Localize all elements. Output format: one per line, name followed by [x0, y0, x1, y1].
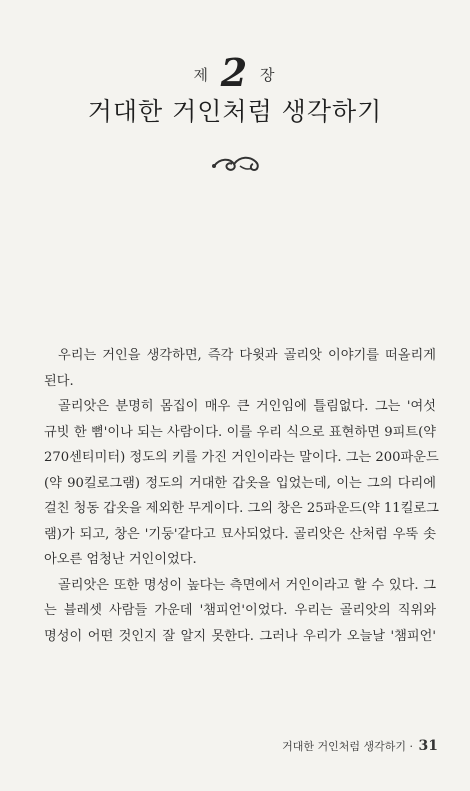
chapter-prefix: 제: [193, 66, 210, 84]
running-title: 거대한 거인처럼 생각하기 ·: [282, 740, 414, 753]
body-line: 아오른 엄청난 거인이었다.: [44, 552, 197, 567]
body-line: 명성이 어떤 것인지 잘 알지 못한다. 그러나 우리가 오늘날 '챔피언': [44, 628, 436, 644]
body-line: 270센티미터) 정도의 키를 가진 거인이라는 말이다. 그는 200파운드: [44, 450, 439, 465]
chapter-label: [0, 50, 470, 95]
body-line: 된다.: [44, 373, 74, 389]
page-number: 31: [418, 738, 438, 754]
body-line: 골리앗은 분명히 몸집이 매우 큰 거인임에 틀림없다. 그는 '여섯: [58, 399, 436, 414]
body-line: 우리는 거인을 생각하면, 즉각 다윗과 골리앗 이야기를 떠올리게: [58, 348, 436, 363]
body-line: (약 90킬로그램) 정도의 거대한 갑옷을 입었는데, 이는 그의 다리에: [44, 475, 436, 491]
body-line: 규빗 한 뼘'이나 되는 사람이다. 이를 우리 식으로 표현하면 9피트(약: [44, 424, 436, 440]
body-line: 램)가 되고, 창은 '기둥'같다고 묘사되었다. 골리앗은 산처럼 우뚝 솟: [44, 526, 436, 542]
chapter-suffix: 장: [260, 66, 277, 84]
chapter-number: 2: [220, 50, 250, 95]
body-line: 골리앗은 또한 명성이 높다는 측면에서 거인이라고 할 수 있다. 그: [58, 577, 436, 593]
chapter-title: 거대한 거인처럼 생각하기: [87, 97, 383, 126]
body-line: 는 블레셋 사람들 가운데 '챔피언'이었다. 우리는 골리앗의 직위와: [44, 603, 436, 618]
page-footer: [282, 738, 438, 754]
swirl-ornament-icon: [210, 150, 262, 176]
body-line: 걸친 청동 갑옷을 제외한 무게이다. 그의 창은 25파운드(약 11킬로그: [44, 501, 439, 516]
body-text: [44, 343, 439, 649]
